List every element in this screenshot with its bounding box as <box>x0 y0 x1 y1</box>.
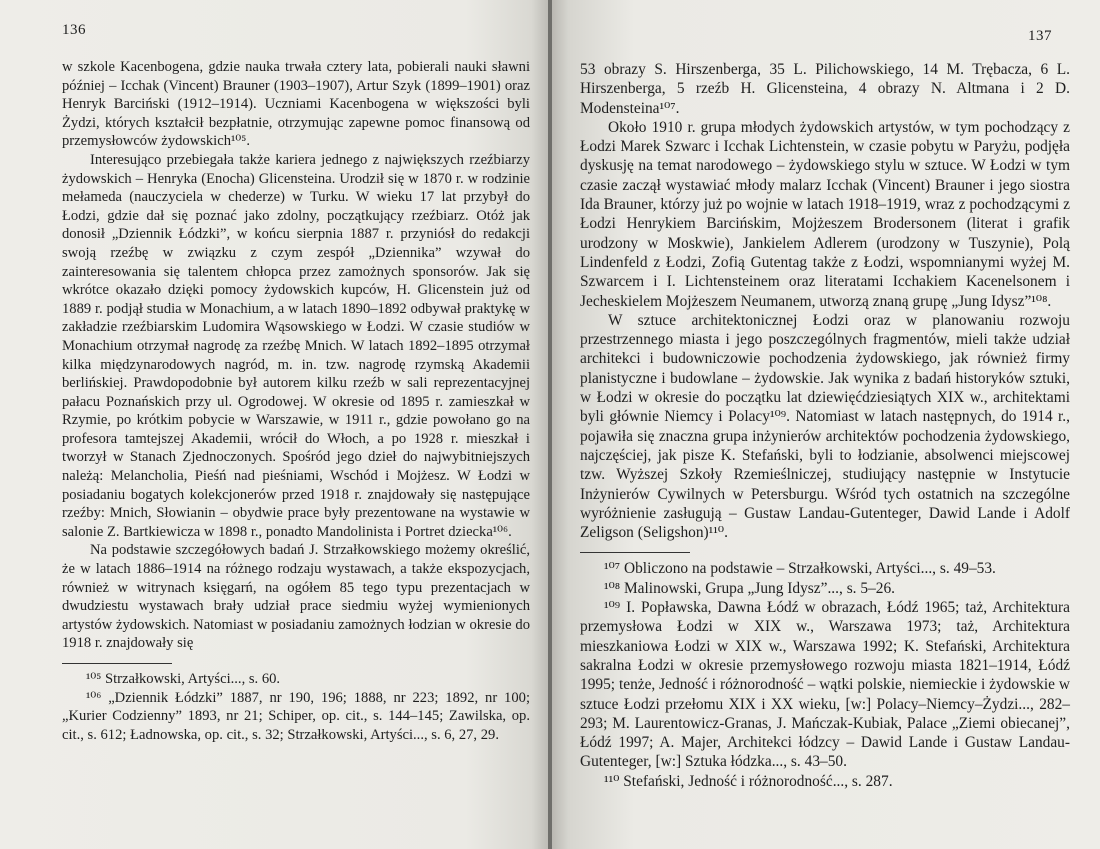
footnote: ¹⁰⁷ Obliczono na podstawie – Strzałkowski, Artyści..., s. 49–53. <box>604 560 996 578</box>
paragraph: W sztuce architektonicznej Łodzi oraz w planowaniu rozwoju przestrzennego miasta i jego poszczególnych fragmentów, mieli także udział architekci i budowniczowie pochodzenia żydowskiego, jak również firmy planistyczne i budowlane – żydowskie. Jak wynika z badań historyków sztuki, w Łodzi w okresie do początku lat dziewięćdziesiątych XIX w., architektami byli głównie Niemcy i Polacy¹⁰⁹. Natomiast w latach następnych, do 1914 r., pojawiła się znaczna grupa inżynierów architektów pochodzenia żydowskiego, najczęściej, jak pisze K. Stefański, byli to łodzianie, absolwenci miejscowej tzw. Wyższej Szkoły Rzemieślniczej, studiujący następnie w Instytucie Inżynierów Cywilnych w Petersburgu. Wśród tych ostatnich na szczególne wyróżnienie zasługują – Gustaw Landau-Gutenteger, Dawid Lande i Adolf Zeligson (Seligshon)¹¹⁰. <box>580 311 1070 542</box>
paragraph: Interesująco przebiegała także kariera jednego z największych rzeźbiarzy żydowskich – Henryka (Enocha) Glicensteina. Urodził się w 1870 r. w rodzinie mełameda (nauczyciela w chederze) w Turku. W wieku 17 lat przybył do Łodzi, gdzie dał się poznać jako zdolny, początkujący rzeźbiarz. Otóż jak donosił „Dziennik Łódzki”, w końcu sierpnia 1887 r. przyniósł do redakcji swoją rzeźbę w związku z czym zespół „Dziennika” wzywał do zainteresowania się talentem chłopca przez zamożnych sponsorów. Jak się wkrótce okazało dzięki pomocy żydowskich kupców, H. Glicenstein już od 1889 r. podjął studia w Monachium, a w latach 1890–1892 odbywał praktykę w zakładzie rzeźbiarskim Ludomira Wąsowskiego w Łodzi. W czasie studiów w Monachium otrzymał nagrodę za rzeźbę Mnich. W latach 1892–1895 otrzymał kilka międzynarodowych nagród, m. in. tzw. nagrodę rzymską Akademii berlińskiej. Prawdopodobnie był autorem kilku rzeźb w sali reprezentacyjnej pałacu Poznańskich przy ul. Ogrodowej. W okresie od 1895 r. zamieszkał w Rzymie, po krótkim pobycie w Warszawie, w 1911 r., gdzie powołano go na profesora tamtejszej Akademii, wrócił do Włoch, a po 1928 r. mieszkał i tworzył w Stanach Zjednoczonych. Spośród jego dzieł do najwybitniejszych należą: Melancholia, Pieśń nad pieśniami, Wschód i Mojżesz. W Łodzi w posiadaniu bogatych kolekcjonerów przed 1918 r. znajdowały się następujące rzeźby: Mnich, Słowianin – obydwie prace były prezentowane na wystawie w salonie Z. Bartkiewicza w 1898 r., ponadto Mandolinista i Portret dziecka¹⁰⁶. <box>62 151 530 540</box>
page-number: 136 <box>62 22 86 38</box>
footnote: ¹⁰⁸ Malinowski, Grupa „Jung Idysz”..., s. 5–26. <box>604 579 896 597</box>
right-text-column <box>580 60 1070 791</box>
footnote: ¹⁰⁶ „Dziennik Łódzki” 1887, nr 190, 196; 1888, nr 223; 1892, nr 100; „Kurier Codzienny” 1893, nr 21; Schiper, op. cit., s. 144–145; Zawilska, op. cit., s. 612; Ładnowska, op. cit., s. 32; Strzałkowski, Artyści..., s. 6, 27, 29. <box>62 689 530 743</box>
footnote: ¹⁰⁵ Strzałkowski, Artyści..., s. 60. <box>86 671 281 687</box>
paragraph: w szkole Kacenbogena, gdzie nauka trwała cztery lata, pobierali nauki sławni później – Icchak (Vincent) Brauner (1903–1907), Artur Szyk (1899–1901) oraz Henryk Barciński (1912–1914). Uczniami Kacenbogena w większości byli Żydzi, których kształcił bezpłatnie, otrzymując zapewne pomoc finansową od przemysłowców żydowskich¹⁰⁵. <box>62 59 530 150</box>
footnote: ¹¹⁰ Stefański, Jedność i różnorodność..., s. 287. <box>604 772 893 790</box>
right-page <box>552 0 1100 849</box>
footnote: ¹⁰⁹ I. Popławska, Dawna Łódź w obrazach, Łódź 1965; taż, Architektura przemysłowa Łodzi w XIX w., Warszawa 1973; taż, Architektura mieszkaniowa Łodzi w XIX w., Warszawa 1992; K. Stefański, Architektura sakralna Łodzi w okresie przemysłowego rozwoju miasta 1821–1914, Łódź 1995; tenże, Jedność i różnorodność – wątki polskie, niemieckie i żydowskie w sztuce Łodzi przełomu XIX i XX wieku, [w:] Polacy–Niemcy–Żydzi..., 282–293; M. Laurentowicz-Granas, J. Mańczak-Kubiak, Palace „Ziemi obiecanej”, Łódź 1997; A. Majer, Architekci łódzcy – Dawid Lande i Gustaw Landau-Gutenteger, [w:] Sztuka łódzka..., s. 43–50. <box>580 599 1070 771</box>
paragraph: Około 1910 r. grupa młodych żydowskich artystów, w tym pochodzący z Łodzi Marek Szwarc i Icchak Lichtenstein, w czasie pobytu w Paryżu, podjęła dyskusję na temat narodowego – żydowskiego stylu w sztuce. W Łodzi w tym czasie zaczął wystawiać młody malarz Icchak (Vincent) Brauner i jego siostra Ida Brauner, którzy już po wojnie w latach 1918–1919, wraz z pochodzącymi z Łodzi Henrykiem Barcińskim, Mojżeszem Brodersonem (literat i grafik urodzony w Moskwie), Jankielem Adlerem (urodzony w Tuszynie), Polą Lindenfeld z Łodzi, Zofią Gutentag także z Łodzi, wspomnianymi wyżej M. Szwarcem i I. Lichtensteinem oraz literatami Icchakiem Kacenelsonem i Jecheskielem Mojżeszem Neumanem, utworzą znaną grupę „Jung Idysz”¹⁰⁸. <box>580 118 1070 310</box>
left-page <box>0 0 548 849</box>
footnote-rule <box>62 663 172 664</box>
page-number: 137 <box>1028 28 1052 44</box>
paragraph: 53 obrazy S. Hirszenberga, 35 L. Pilichowskiego, 14 M. Trębacza, 6 L. Hirszenberga, 5 rzeźb H. Glicensteina, 4 obrazy N. Altmana i 2 D. Modensteina¹⁰⁷. <box>580 61 1070 117</box>
paragraph: Na podstawie szczegółowych badań J. Strzałkowskiego możemy określić, że w latach 1886–1914 na różnego rodzaju wystawach, a także ekspozycjach, również w witrynach księgarń, na ogółem 85 tego typu prezentacjach w dwudziestu wystawach brały udział prace siedmiu wyżej wymienionych artystów żydowskich. Natomiast w posiadaniu zamożnych łodzian w okresie do 1918 r. znajdowały się <box>62 542 530 652</box>
left-text-column <box>62 58 530 744</box>
footnote-rule <box>580 552 690 553</box>
